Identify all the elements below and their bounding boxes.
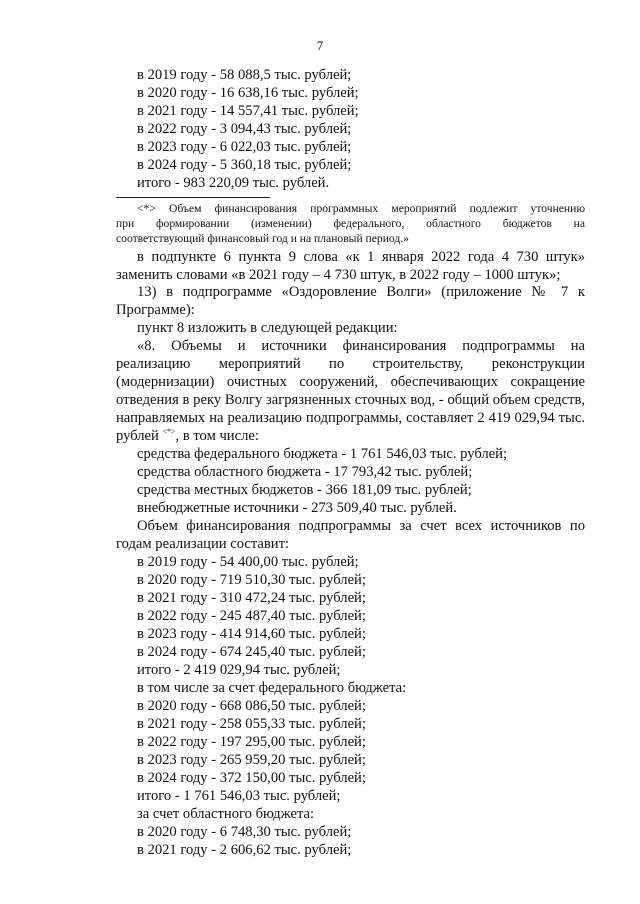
federal-intro: в том числе за счет федерального бюджета: [137, 680, 407, 696]
text-line: реализацию мероприятий по строительству, реконструкции [116, 356, 585, 372]
text-line: годам реализации составит: [116, 536, 290, 552]
punkt8-intro: пункт 8 изложить в следующей редакции: [137, 320, 398, 336]
text-line: заменить словами «в 2021 году – 4 730 штук, в 2022 году – 1000 штук»; [116, 267, 561, 283]
list-item: в 2020 году - 6 748,30 тыс. рублей; [137, 824, 352, 840]
list-item: в 2022 году - 3 094,43 тыс. рублей; [137, 121, 352, 137]
list-item: в 2023 году - 265 959,20 тыс. рублей; [137, 752, 366, 768]
text-line: Программе): [116, 302, 195, 318]
list-item: средства местных бюджетов - 366 181,09 тыс. рублей; [137, 482, 472, 498]
list-item: в 2021 году - 2 606,62 тыс. рублей; [137, 842, 352, 858]
list-item: в 2024 году - 372 150,00 тыс. рублей; [137, 770, 366, 786]
list-item: в 2021 году - 258 055,33 тыс. рублей; [137, 716, 366, 732]
list-item: средства областного бюджета - 17 793,42 тыс. рублей; [137, 464, 473, 480]
list-item: в 2021 году - 310 472,24 тыс. рублей; [137, 590, 366, 606]
text-line: «8. Объемы и источники финансирования подпрограммы на [137, 338, 585, 354]
list-item: в 2022 году - 197 295,00 тыс. рублей; [137, 734, 366, 750]
list-item: итого - 983 220,09 тыс. рублей. [137, 175, 330, 191]
footnote-line: соответствующий финансовый год и на плановый период.» [116, 232, 409, 245]
list-item: в 2023 году - 414 914,60 тыс. рублей; [137, 626, 366, 642]
text-line [116, 427, 259, 445]
list-item: в 2024 году - 5 360,18 тыс. рублей; [137, 157, 352, 173]
list-item: внебюджетные источники - 273 509,40 тыс. рублей. [137, 500, 457, 516]
regional-intro: за счет областного бюджета: [137, 806, 315, 822]
list-item: в 2020 году - 16 638,16 тыс. рублей; [137, 85, 359, 101]
footnote-marker: <*> [162, 427, 176, 436]
list-item: итого - 1 761 546,03 тыс. рублей; [137, 788, 341, 804]
list-item: в 2020 году - 719 510,30 тыс. рублей; [137, 572, 366, 588]
list-item: в 2019 году - 58 088,5 тыс. рублей; [137, 67, 352, 83]
text-line: направляемых на реализацию подпрограммы, составляет 2 419 029,94 тыс. [116, 410, 585, 426]
footnote-line: <*> Объем финансирования программных мероприятий подлежит уточнению [137, 202, 585, 215]
list-item: в 2019 году - 54 400,00 тыс. рублей; [137, 554, 359, 570]
text-fragment: , в том числе: [175, 428, 259, 444]
list-item: в 2024 году - 674 245,40 тыс. рублей; [137, 644, 366, 660]
list-item: в 2020 году - 668 086,50 тыс. рублей; [137, 698, 366, 714]
list-item: итого - 2 419 029,94 тыс. рублей; [137, 662, 341, 678]
list-item: средства федерального бюджета - 1 761 546,03 тыс. рублей; [137, 446, 508, 462]
text-line: Объем финансирования подпрограммы за счет всех источников по [137, 518, 585, 534]
list-item: в 2021 году - 14 557,41 тыс. рублей; [137, 103, 359, 119]
text-line: 13) в подпрограмме «Оздоровление Волги» (приложение № 7 к [137, 284, 585, 300]
text-fragment: рублей [116, 428, 163, 444]
text-line: отведения в реку Волгу загрязненных сточных вод, - общий объем средств, [116, 392, 585, 408]
text-line: в подпункте 6 пункта 9 слова «к 1 января 2022 года 4 730 штук» [137, 249, 585, 265]
footnote-separator [116, 197, 270, 198]
text-line: (модернизации) очистных сооружений, обеспечивающих сокращение [116, 374, 585, 390]
list-item: в 2023 году - 6 022,03 тыс. рублей; [137, 139, 352, 155]
list-item: в 2022 году - 245 487,40 тыс. рублей; [137, 608, 366, 624]
page-number: 7 [316, 38, 324, 53]
footnote-line: при формировании (изменении) федерального, областного бюджетов на [116, 217, 585, 230]
